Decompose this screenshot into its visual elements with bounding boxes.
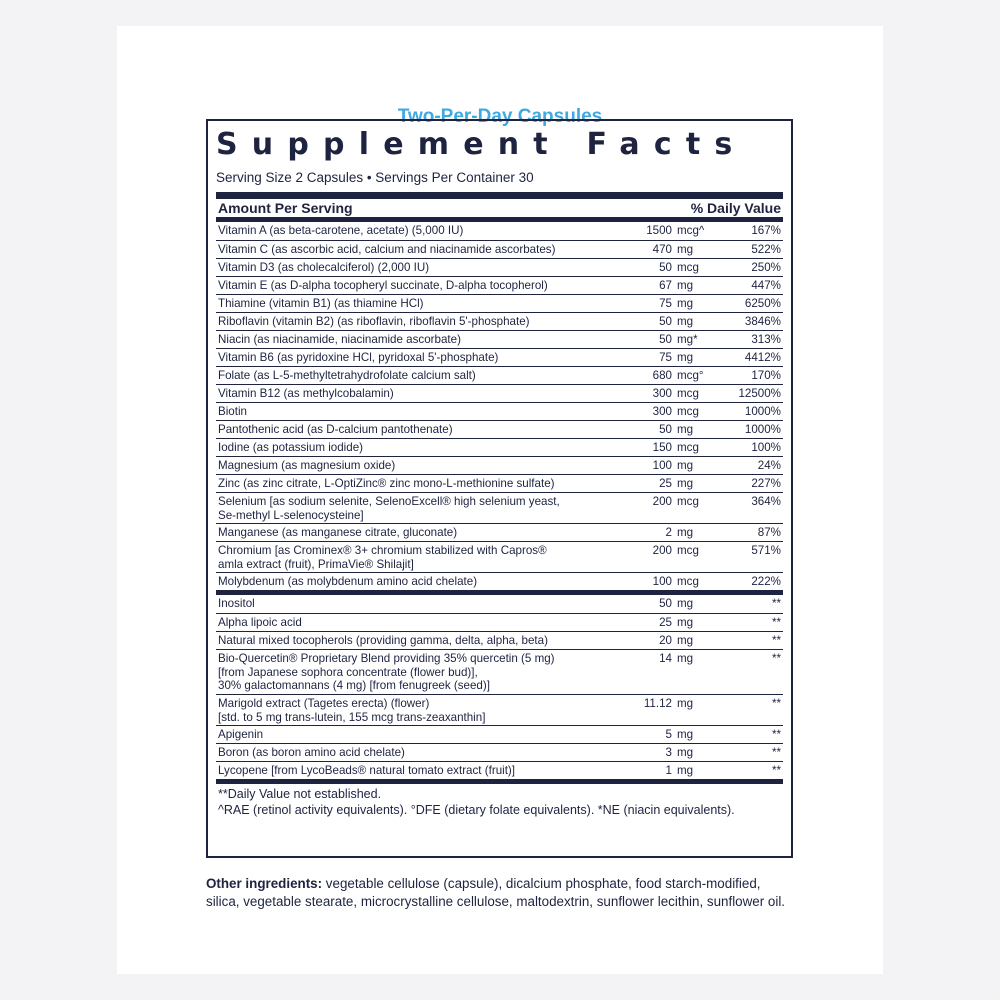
ingredient-dv: ** (771, 728, 781, 741)
ingredient-name: Vitamin B6 (as pyridoxine HCl, pyridoxal 5'-phosphate) (218, 351, 499, 364)
table-row (216, 492, 783, 523)
ingredient-dv: ** (771, 616, 781, 629)
table-row (216, 294, 783, 312)
ingredient-unit: mg (677, 315, 694, 328)
table-row (216, 649, 783, 694)
ingredient-name: Vitamin C (as ascorbic acid, calcium and niacinamide ascorbates) (218, 243, 556, 256)
ingredient-dv: 170% (751, 369, 781, 382)
ingredient-unit: mg (677, 297, 694, 310)
ingredient-dv: 1000% (744, 423, 781, 436)
table-row (216, 474, 783, 492)
ingredient-amount: 1500 (646, 224, 672, 237)
ingredient-unit: mg (677, 764, 694, 777)
ingredient-unit: mcg° (677, 369, 704, 382)
ingredient-unit: mg (677, 243, 694, 256)
table-row (216, 595, 783, 613)
other-ingredients-label: Other ingredients: (206, 876, 323, 891)
ingredient-amount: 1 (665, 764, 672, 777)
ingredient-amount: 200 (652, 544, 672, 557)
ingredient-name: Manganese (as manganese citrate, gluconate) (218, 526, 458, 539)
table-row (216, 258, 783, 276)
ingredient-name: Apigenin (218, 728, 264, 741)
ingredient-dv: 222% (751, 575, 781, 588)
ingredient-name: Vitamin A (as beta-carotene, acetate) (5,000 IU) (218, 224, 464, 237)
ingredient-name: Folate (as L-5-methyltetrahydrofolate calcium salt) (218, 369, 476, 382)
facts-title: Supplement Facts (216, 127, 747, 162)
ingredient-amount: 25 (659, 616, 672, 629)
table-row (216, 761, 783, 779)
other-ingredients-text: vegetable cellulose (capsule), dicalcium phosphate, food starch-modified, silica, vegetable stearate, microcrystalline cellulose, maltodextrin, sunflower lecithin, sunflower oil. (206, 876, 786, 909)
ingredient-name: Vitamin E (as D-alpha tocopheryl succinate, D-alpha tocopherol) (218, 279, 548, 292)
ingredient-name: Bio-Quercetin® Proprietary Blend providing 35% quercetin (5 mg) [from Japanese sophora concentrate (flower bud)], 30% galactomannans (4 mg) [from fenugreek (seed)] (218, 652, 555, 692)
serving-info: Serving Size 2 Capsules • Servings Per Container 30 (216, 170, 534, 185)
table-row (216, 725, 783, 743)
ingredient-name: Zinc (as zinc citrate, L-OptiZinc® zinc mono-L-methionine sulfate) (218, 477, 555, 490)
ingredient-dv: 3846% (744, 315, 781, 328)
table-row (216, 572, 783, 590)
ingredient-unit: mcg^ (677, 224, 705, 237)
ingredient-dv: 24% (757, 459, 781, 472)
ingredient-amount: 200 (652, 495, 672, 508)
ingredient-unit: mcg (677, 495, 699, 508)
ingredient-dv: 6250% (744, 297, 781, 310)
ingredient-name: Magnesium (as magnesium oxide) (218, 459, 396, 472)
ingredient-unit: mg (677, 423, 694, 436)
ingredient-amount: 75 (659, 351, 672, 364)
ingredient-amount: 100 (652, 459, 672, 472)
capsule-subtitle: Two-Per-Day Capsules (397, 106, 603, 127)
ingredient-name: Vitamin D3 (as cholecalciferol) (2,000 IU) (218, 261, 430, 274)
ingredient-unit: mg* (677, 333, 698, 346)
ingredient-name: Selenium [as sodium selenite, SelenoExcell® high selenium yeast, Se-methyl L-selenocysteine] (218, 495, 560, 522)
ingredient-dv: 12500% (738, 387, 781, 400)
table-row (216, 613, 783, 631)
ingredient-amount: 25 (659, 477, 672, 490)
ingredient-dv: 313% (751, 333, 781, 346)
ingredient-name: Vitamin B12 (as methylcobalamin) (218, 387, 394, 400)
ingredient-dv: 447% (751, 279, 781, 292)
ingredient-amount: 100 (652, 575, 672, 588)
ingredient-name: Chromium [as Crominex® 3+ chromium stabilized with Capros® amla extract (fruit), PrimaVie® Shilajit] (218, 544, 547, 571)
table-row (216, 366, 783, 384)
other-ingredient-list (216, 595, 783, 779)
ingredient-dv: 100% (751, 441, 781, 454)
ingredient-amount: 300 (652, 405, 672, 418)
ingredient-unit: mg (677, 746, 694, 759)
table-row (216, 420, 783, 438)
ingredient-name: Niacin (as niacinamide, niacinamide ascorbate) (218, 333, 461, 346)
table-row (216, 438, 783, 456)
ingredient-unit: mcg (677, 261, 699, 274)
table-row (216, 631, 783, 649)
ingredient-name: Iodine (as potassium iodide) (218, 441, 364, 454)
table-row (216, 276, 783, 294)
ingredient-dv: ** (771, 652, 781, 665)
ingredient-unit: mg (677, 616, 694, 629)
ingredient-amount: 300 (652, 387, 672, 400)
ingredient-amount: 3 (665, 746, 672, 759)
ingredient-name: Pantothenic acid (as D-calcium pantothenate) (218, 423, 453, 436)
ingredient-dv: ** (771, 746, 781, 759)
ingredient-unit: mg (677, 351, 694, 364)
ingredient-unit: mg (677, 652, 694, 665)
ingredient-dv: 571% (751, 544, 781, 557)
ingredient-name: Alpha lipoic acid (218, 616, 302, 629)
ingredient-unit: mcg (677, 544, 699, 557)
table-row (216, 348, 783, 366)
ingredient-name: Inositol (218, 597, 255, 610)
ingredient-unit: mcg (677, 387, 699, 400)
ingredient-name: Biotin (218, 405, 248, 418)
ingredient-name: Lycopene [from LycoBeads® natural tomato extract (fruit)] (218, 764, 516, 777)
table-header (216, 199, 783, 217)
table-row (216, 523, 783, 541)
ingredient-amount: 50 (659, 315, 672, 328)
ingredient-dv: 167% (751, 224, 781, 237)
ingredient-amount: 50 (659, 597, 672, 610)
ingredient-unit: mg (677, 279, 694, 292)
supplement-facts-box (206, 119, 793, 858)
ingredient-amount: 5 (665, 728, 672, 741)
ingredient-amount: 2 (665, 526, 672, 539)
ingredient-name: Boron (as boron amino acid chelate) (218, 746, 405, 759)
ingredient-amount: 150 (652, 441, 672, 454)
table-row (216, 541, 783, 572)
ingredient-dv: 87% (757, 526, 781, 539)
ingredient-unit: mg (677, 459, 694, 472)
ingredient-unit: mcg (677, 575, 699, 588)
ingredient-unit: mcg (677, 405, 699, 418)
ingredient-dv: 250% (751, 261, 781, 274)
label-panel (117, 26, 883, 974)
ingredient-dv: ** (771, 634, 781, 647)
ingredient-unit: mg (677, 477, 694, 490)
table-row (216, 240, 783, 258)
ingredient-amount: 67 (659, 279, 672, 292)
ingredient-unit: mg (677, 697, 694, 710)
ingredient-name: Riboflavin (vitamin B2) (as riboflavin, riboflavin 5'-phosphate) (218, 315, 530, 328)
ingredient-name: Natural mixed tocopherols (providing gamma, delta, alpha, beta) (218, 634, 548, 647)
table-row (216, 694, 783, 725)
footnote-dv: **Daily Value not established. (218, 787, 382, 801)
nutrient-list (216, 222, 783, 590)
ingredient-dv: ** (771, 764, 781, 777)
ingredient-dv: 227% (751, 477, 781, 490)
amount-header: Amount Per Serving (218, 200, 353, 216)
ingredient-name: Marigold extract (Tagetes erecta) (flower) [std. to 5 mg trans-lutein, 155 mcg trans-zeaxanthin] (218, 697, 486, 724)
ingredient-amount: 11.12 (643, 697, 672, 710)
ingredient-dv: 364% (751, 495, 781, 508)
ingredient-unit: mg (677, 526, 694, 539)
ingredient-unit: mg (677, 634, 694, 647)
ingredient-dv: 4412% (744, 351, 781, 364)
ingredient-name: Molybdenum (as molybdenum amino acid chelate) (218, 575, 478, 588)
table-row (216, 384, 783, 402)
ingredient-dv: 522% (751, 243, 781, 256)
ingredient-dv: ** (771, 597, 781, 610)
ingredient-dv: ** (771, 697, 781, 710)
ingredient-amount: 75 (659, 297, 672, 310)
thick-divider (216, 192, 783, 199)
ingredient-amount: 470 (652, 243, 672, 256)
ingredient-unit: mg (677, 597, 694, 610)
footnote-equivalents: ^RAE (retinol activity equivalents). °DFE (dietary folate equivalents). *NE (niacin equivalents). (218, 803, 735, 817)
table-row (216, 312, 783, 330)
ingredient-amount: 14 (659, 652, 672, 665)
footer-divider (216, 779, 783, 784)
table-row (216, 402, 783, 420)
ingredient-unit: mcg (677, 441, 699, 454)
ingredient-name: Thiamine (vitamin B1) (as thiamine HCl) (218, 297, 424, 310)
ingredient-amount: 50 (659, 333, 672, 346)
other-ingredients (206, 875, 796, 911)
ingredient-amount: 680 (652, 369, 672, 382)
ingredient-dv: 1000% (744, 405, 781, 418)
ingredient-amount: 20 (659, 634, 672, 647)
table-row (216, 456, 783, 474)
table-row (216, 743, 783, 761)
ingredient-amount: 50 (659, 261, 672, 274)
ingredient-amount: 50 (659, 423, 672, 436)
ingredient-unit: mg (677, 728, 694, 741)
table-row (216, 330, 783, 348)
dv-header: % Daily Value (690, 200, 781, 216)
table-row (216, 222, 783, 240)
